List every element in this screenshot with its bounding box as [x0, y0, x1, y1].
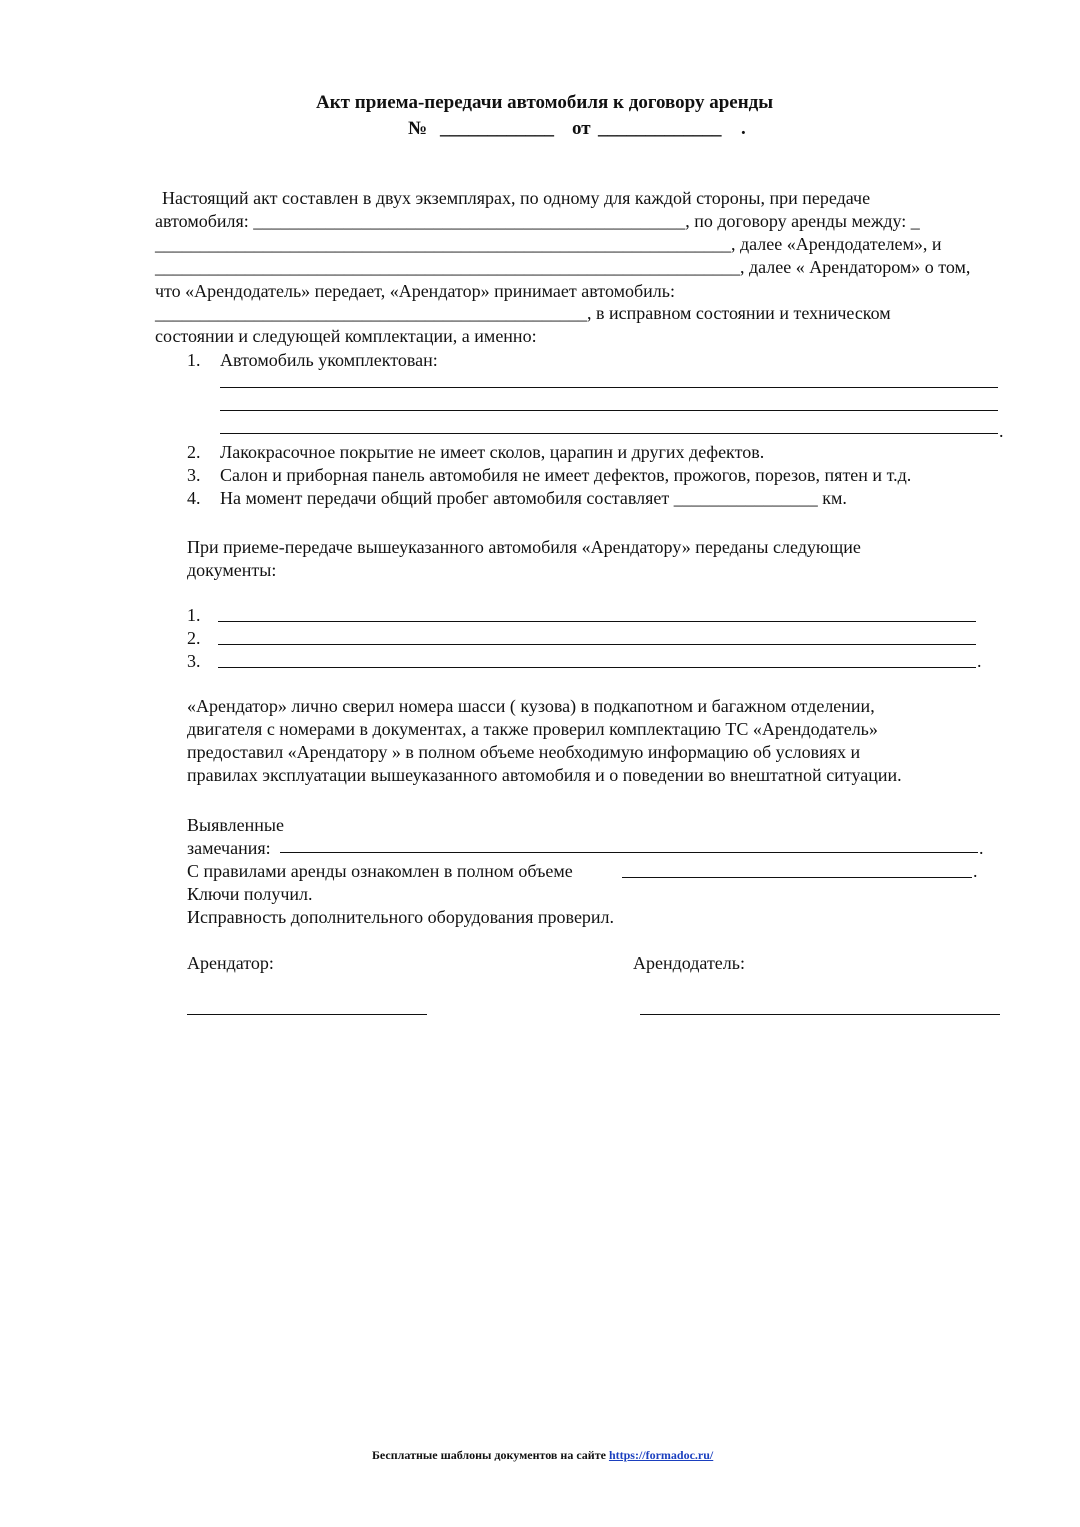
title-period: .	[741, 118, 746, 139]
doc-2-number: 2.	[187, 628, 201, 648]
remarks-label-2: замечания:	[187, 838, 271, 858]
rules-acknowledged: С правилами аренды ознакомлен в полном объеме	[187, 861, 573, 881]
number-sign: №	[408, 118, 428, 139]
item-1-period: .	[999, 421, 1004, 441]
keys-received: Ключи получил.	[187, 884, 313, 904]
doc-2-line	[218, 644, 976, 645]
intro-line-4: _________________________________________________________________, далее « Арендатором» о том,	[155, 257, 971, 277]
doc-1-number: 1.	[187, 605, 201, 625]
item-1-text: Автомобиль укомплектован:	[220, 350, 438, 370]
from-word: от	[572, 118, 591, 139]
footer	[372, 1448, 713, 1463]
item-1-number: 1.	[187, 350, 201, 370]
check-line-2: двигателя с номерами в документах, а также проверил комплектацию ТС «Арендодатель»	[187, 719, 878, 739]
item-3-number: 3.	[187, 465, 201, 485]
fill-line	[220, 410, 998, 411]
intro-line-3: ________________________________________________________________, далее «Арендодателем», и	[155, 234, 942, 254]
item-4-text: На момент передачи общий пробег автомобиля составляет ________________ км.	[220, 488, 847, 508]
check-line-4: правилах эксплуатации вышеуказанного автомобиля и о поведении во внештатной ситуации.	[187, 765, 902, 785]
item-3-text: Салон и приборная панель автомобиля не имеет дефектов, прожогов, порезов, пятен и т.д.	[220, 465, 912, 485]
fill-line	[220, 387, 998, 388]
remarks-period: .	[979, 838, 984, 858]
remarks-label: Выявленные	[187, 815, 284, 835]
doc-3-number: 3.	[187, 651, 201, 671]
footer-text: Бесплатные шаблоны документов на сайте	[372, 1448, 609, 1462]
intro-line-2: автомобиля: ________________________________________________, по договору аренды между: _	[155, 211, 920, 231]
rules-period: .	[973, 861, 978, 881]
intro-line-5: что «Арендодатель» передает, «Арендатор» принимает автомобиль:	[155, 281, 675, 301]
fill-line	[220, 433, 998, 434]
document-title: Акт приема-передачи автомобиля к договору аренды	[316, 92, 774, 113]
equipment-checked: Исправность дополнительного оборудования проверил.	[187, 907, 615, 927]
intro-line-6: ________________________________________________, в исправном состоянии и техническом	[155, 303, 891, 323]
landlord-signature-line	[640, 1014, 1000, 1015]
date-blank: _____________	[598, 118, 722, 139]
number-blank: ____________	[440, 118, 554, 139]
remarks-line	[280, 852, 978, 853]
rules-line	[622, 877, 972, 878]
footer-link[interactable]: https://formadoc.ru/	[608, 1448, 714, 1462]
doc-3-period: .	[977, 651, 982, 671]
intro-line-7: состоянии и следующей комплектации, а именно:	[155, 326, 537, 346]
docs-intro-line-2: документы:	[187, 560, 277, 580]
item-4-number: 4.	[187, 488, 201, 508]
item-2-number: 2.	[187, 442, 201, 462]
check-line-1: «Арендатор» лично сверил номера шасси ( кузова) в подкапотном и багажном отделении,	[187, 696, 875, 716]
docs-intro-line-1: При приеме-передаче вышеуказанного автомобиля «Арендатору» переданы следующие	[187, 537, 861, 557]
landlord-label: Арендодатель:	[633, 953, 745, 973]
doc-1-line	[218, 621, 976, 622]
doc-3-line	[218, 667, 976, 668]
tenant-signature-line	[187, 1014, 427, 1015]
check-line-3: предоставил «Арендатору » в полном объеме необходимую информацию об условиях и	[187, 742, 861, 762]
tenant-label: Арендатор:	[187, 953, 274, 973]
intro-line-1: Настоящий акт составлен в двух экземплярах, по одному для каждой стороны, при передаче	[162, 188, 871, 208]
item-2-text: Лакокрасочное покрытие не имеет сколов, царапин и других дефектов.	[220, 442, 765, 462]
